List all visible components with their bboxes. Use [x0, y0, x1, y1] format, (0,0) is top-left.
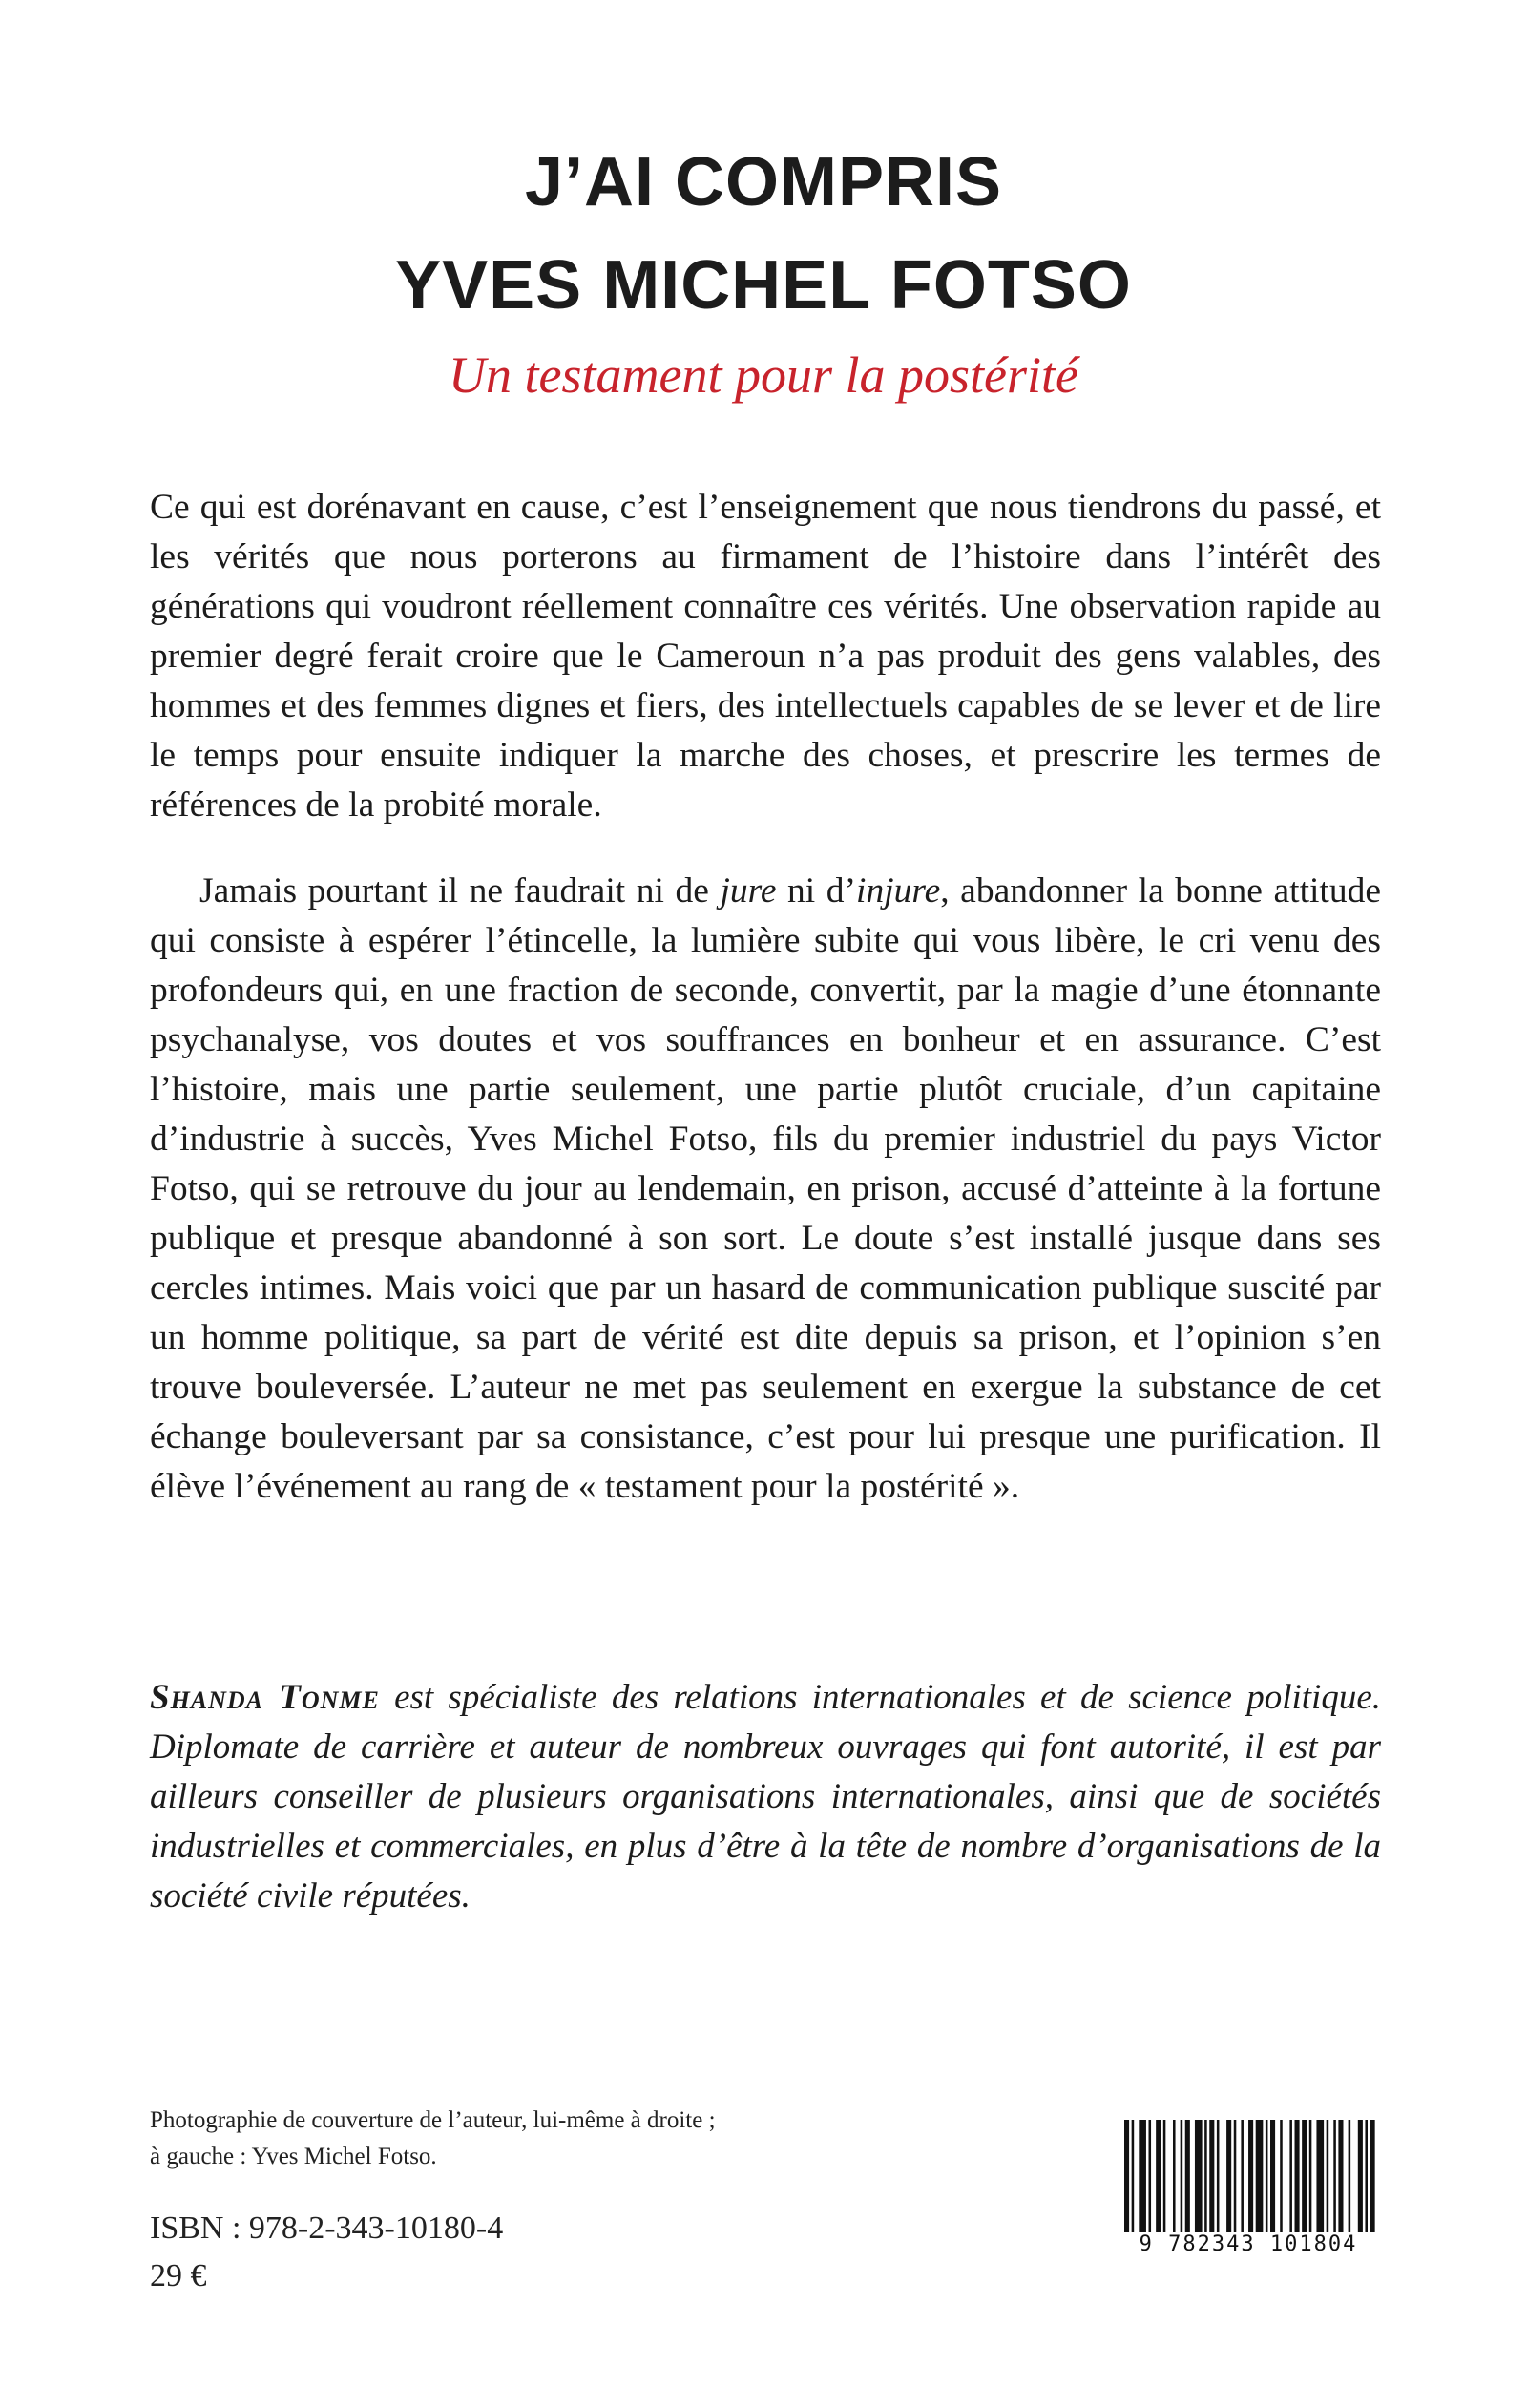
barcode-bar	[1327, 2120, 1329, 2239]
barcode-bar	[1338, 2120, 1343, 2239]
barcode-bar	[1270, 2120, 1275, 2239]
author-name: Shanda Tonme	[150, 1678, 380, 1717]
barcode-bar	[1173, 2120, 1176, 2239]
blurb-p2-part-1: Jamais pourtant il ne faudrait ni de	[199, 871, 721, 911]
subtitle: Un testament pour la postérité	[449, 346, 1078, 404]
price: 29 €	[150, 2258, 207, 2293]
photo-credit-line-2: à gauche : Yves Michel Fotso.	[150, 2144, 437, 2169]
barcode-bar	[1316, 2120, 1324, 2239]
blurb-paragraph-1: Ce qui est dorénavant en cause, c’est l’enseignement que nous tiendrons du passé, et les vérités que nous porterons au firmament de l’histoire dans l’intérêt des générations qui voudront réellement connaître ces vérités. Une observation rapide au premier degré ferait croire que le Cameroun n’a pas produit des gens valables, des hommes et des femmes dignes et fiers, des intellectuels capables de se lever et de lire le temps pour ensuite indiquer la marche des choses, et prescrire les termes de références de la probité morale.	[150, 488, 1381, 825]
barcode-bar	[1181, 2120, 1183, 2239]
barcode-bar	[1256, 2120, 1264, 2239]
blurb-p2-part-2: ni d’	[776, 871, 857, 911]
barcode	[1119, 2120, 1378, 2271]
barcode-bar	[1333, 2120, 1336, 2239]
barcode-bar	[1185, 2120, 1190, 2239]
barcode-bar	[1234, 2120, 1237, 2239]
barcode-digits: 9 782343 101804	[1119, 2232, 1378, 2256]
blurb-p2-part-3: , abandonner la bonne attitude qui consiste à espérer l’étincelle, la lumière subite qui vous libère, le cri venu des profondeurs qui, en une fraction de seconde, convertit, par la magie d’une étonnante psychanalyse, vos doutes et vos souffrances en bonheur et en assurance. C’est l’histoire, mais une partie seulement, une partie plutôt cruciale, d’un capitaine d’industrie à succès, Yves Michel Fotso, fils du premier industriel du pays Victor Fotso, qui se retrouve du jour au lendemain, en prison, accusé d’atteinte à la fortune publique et presque abandonné à son sort. Le doute s’est installé jusque dans ses cercles intimes. Mais voici que par un hasard de communication publique suscité par un homme politique, sa part de vérité est dite depuis sa prison, et l’opinion s’en trouve bouleversée. L’auteur ne met pas seulement en exergue la substance de cet échange bouleversant par sa consistance, c’est pour lui presque une purification. Il élève l’événement au rang de « testament pour la postérité ».	[150, 871, 1381, 1506]
barcode-bar	[1365, 2120, 1368, 2239]
barcode-bar	[1132, 2120, 1135, 2239]
isbn: ISBN : 978-2-343-10180-4	[150, 2210, 504, 2246]
barcode-bar	[1204, 2120, 1207, 2239]
title-line-1: J’AI COMPRIS	[524, 144, 1003, 220]
blurb-p2-emphasis-jure: jure	[720, 871, 777, 911]
barcode-bar	[1163, 2120, 1166, 2239]
barcode-bar	[1309, 2120, 1312, 2239]
barcode-bar	[1370, 2120, 1375, 2239]
barcode-bar	[1195, 2120, 1203, 2239]
barcode-bar	[1295, 2120, 1300, 2239]
barcode-bar	[1209, 2120, 1214, 2239]
barcode-bar	[1241, 2120, 1244, 2239]
author-bio	[150, 1673, 1381, 1921]
barcode-bar	[1124, 2120, 1129, 2239]
barcode-bar	[1280, 2120, 1283, 2239]
barcode-bar	[1349, 2120, 1351, 2239]
barcode-bar	[1156, 2120, 1161, 2239]
barcode-bar	[1302, 2120, 1307, 2239]
barcode-bar	[1226, 2120, 1231, 2239]
barcode-bars	[1119, 2120, 1378, 2244]
author-bio-text: est spécialiste des relations internationales et de science politique. Diplomate de carrière et auteur de nombreux ouvrages qui font autorité, il est par ailleurs conseiller de plusieurs organisations internationales, ainsi que de sociétés industrielles et commerciales, en plus d’être à la tête de nombre d’organisations de la société civile réputées.	[150, 1678, 1381, 1916]
barcode-bar	[1217, 2120, 1220, 2239]
blurb-paragraph-2	[150, 867, 1381, 1512]
barcode-bar	[1149, 2120, 1152, 2239]
blurb-p2-emphasis-injure: injure	[856, 871, 941, 911]
barcode-bar	[1358, 2120, 1363, 2239]
barcode-bar	[1139, 2120, 1146, 2239]
title-line-2: YVES MICHEL FOTSO	[395, 247, 1132, 324]
barcode-bar	[1248, 2120, 1253, 2239]
barcode-bar	[1289, 2120, 1292, 2239]
photo-credit-line-1: Photographie de couverture de l’auteur, lui-même à droite ;	[150, 2107, 716, 2133]
barcode-bar	[1266, 2120, 1268, 2239]
photo-credit	[150, 2103, 913, 2175]
